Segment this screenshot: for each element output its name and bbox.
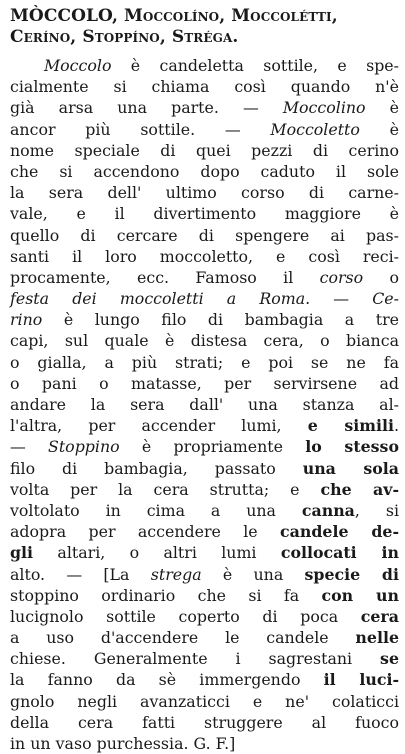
text-segment: , si (354, 500, 399, 520)
text-segment: la sera dell' ultimo corso di carne- (10, 183, 399, 203)
italic-term: corso (319, 267, 364, 287)
heading-line-2: Ceríno, Stoppíno, Stréga. (10, 27, 239, 47)
text-line (10, 288, 399, 309)
bold-text: canna (301, 500, 355, 520)
text-segment: o (363, 267, 399, 287)
text-line (10, 479, 399, 500)
text-line (10, 458, 399, 479)
text-line (10, 669, 399, 690)
italic-term: Ce- (372, 289, 399, 309)
heading-line-1: MÒCCOLO, Moccolíno, Moccolétti, (10, 6, 338, 26)
text-line (10, 97, 399, 118)
text-segment: nome speciale di quei pezzi di cerino (10, 140, 399, 160)
text-line (10, 203, 399, 224)
text-segment: è candeletta sottile, e spe- (111, 56, 399, 75)
text-segment: stoppino ordinario che si fa (10, 585, 322, 605)
text-segment: vale, e il divertimento maggiore è (10, 204, 399, 224)
text-segment: procamente, ecc. Famoso il (10, 267, 320, 287)
text-segment: in un vaso purchessia. G. F.] (10, 734, 236, 753)
text-segment: chiese. Generalmente i sagrestani (10, 649, 381, 669)
text-line (10, 712, 399, 733)
text-segment: della cera fatti struggere al fuoco (10, 712, 399, 732)
bold-text: collocati in (280, 543, 399, 563)
entry-body (10, 55, 399, 754)
text-line (10, 140, 399, 161)
text-segment: è propriamente (119, 437, 306, 457)
text-line (10, 542, 399, 563)
text-line (10, 436, 399, 457)
text-line (10, 119, 399, 140)
italic-term: Moccolino (282, 98, 366, 118)
text-segment: o pani o matasse, per servirsene ad (10, 373, 399, 393)
text-line (10, 352, 399, 373)
text-line (10, 76, 399, 97)
text-segment: altari, o altri lumi (33, 543, 281, 563)
text-segment: . — (305, 289, 373, 309)
text-line (10, 500, 399, 521)
entry-heading (10, 6, 399, 48)
text-segment: o gialla, a più strati; e poi se ne fa (10, 352, 399, 372)
text-segment: filo di bambagia, passato (10, 458, 303, 478)
text-segment: già arsa una parte. — (10, 98, 283, 118)
text-segment: adopra per accendere le (10, 522, 281, 542)
text-line (10, 691, 399, 712)
text-line (10, 585, 399, 606)
bold-text: lo stesso (305, 437, 399, 457)
italic-term: Stoppino (48, 437, 120, 457)
text-segment: la fanno da sè immergendo (10, 670, 324, 690)
text-segment: capi, sul quale è distesa cera, o bianca (10, 331, 399, 351)
text-segment: l'altra, per accender lumi, (10, 416, 308, 436)
text-segment: lucignolo sottile coperto di poca (10, 606, 361, 626)
text-segment: è (359, 119, 399, 139)
text-line (10, 225, 399, 246)
bold-text: cera (360, 606, 399, 626)
italic-term: strega (150, 564, 202, 584)
text-line (10, 309, 399, 330)
text-segment: gnolo negli avanzaticci e ne' colaticci (10, 691, 399, 711)
text-segment: ancor più sottile. — (10, 119, 271, 139)
text-line (10, 627, 399, 648)
text-segment: andare la sera dall' una stanza al- (10, 395, 399, 414)
bold-text: specie di (304, 564, 399, 584)
text-line (10, 55, 399, 76)
text-segment: è lungo filo di bambagia a tre (42, 310, 399, 330)
text-segment: voltolato in cima a una (10, 500, 302, 520)
text-line (10, 182, 399, 203)
bold-text: candele de- (280, 522, 400, 542)
text-segment: che si accendono dopo caduto il sole (10, 161, 399, 181)
text-segment: volta per la cera strutta; e (10, 479, 321, 499)
text-segment: è (365, 98, 399, 118)
bold-text: se (380, 649, 399, 669)
text-line (10, 733, 399, 754)
text-segment: cialmente si chiama così quando n'è (10, 77, 399, 97)
text-segment: alto. — [La (10, 564, 151, 584)
italic-term: rino (10, 310, 43, 330)
text-segment: a uso d'accendere le candele (10, 628, 356, 648)
bold-text: che av- (320, 479, 400, 499)
bold-text: con un (321, 585, 399, 605)
text-line (10, 606, 399, 627)
text-segment: è una (201, 564, 305, 584)
bold-text: una sola (302, 458, 399, 478)
text-segment: santi il loro moccoletto, e così reci- (10, 246, 399, 266)
text-segment: — (10, 437, 49, 457)
italic-term: festa dei moccoletti a Roma (10, 289, 306, 309)
text-segment: . (393, 416, 399, 436)
bold-text: nelle (355, 628, 399, 648)
text-line (10, 267, 399, 288)
text-line (10, 161, 399, 182)
text-line (10, 330, 399, 351)
italic-term: Moccolo (44, 56, 112, 75)
text-line (10, 373, 399, 394)
text-line (10, 394, 399, 415)
text-line (10, 415, 399, 436)
bold-text: e simili (307, 416, 394, 436)
text-line (10, 564, 399, 585)
bold-text: gli (10, 543, 34, 563)
text-line (10, 246, 399, 267)
text-line (10, 521, 399, 542)
text-line (10, 648, 399, 669)
text-segment: quello di cercare di spengere ai pas- (10, 225, 399, 245)
italic-term: Moccoletto (270, 119, 360, 139)
bold-text: il luci- (323, 670, 399, 690)
